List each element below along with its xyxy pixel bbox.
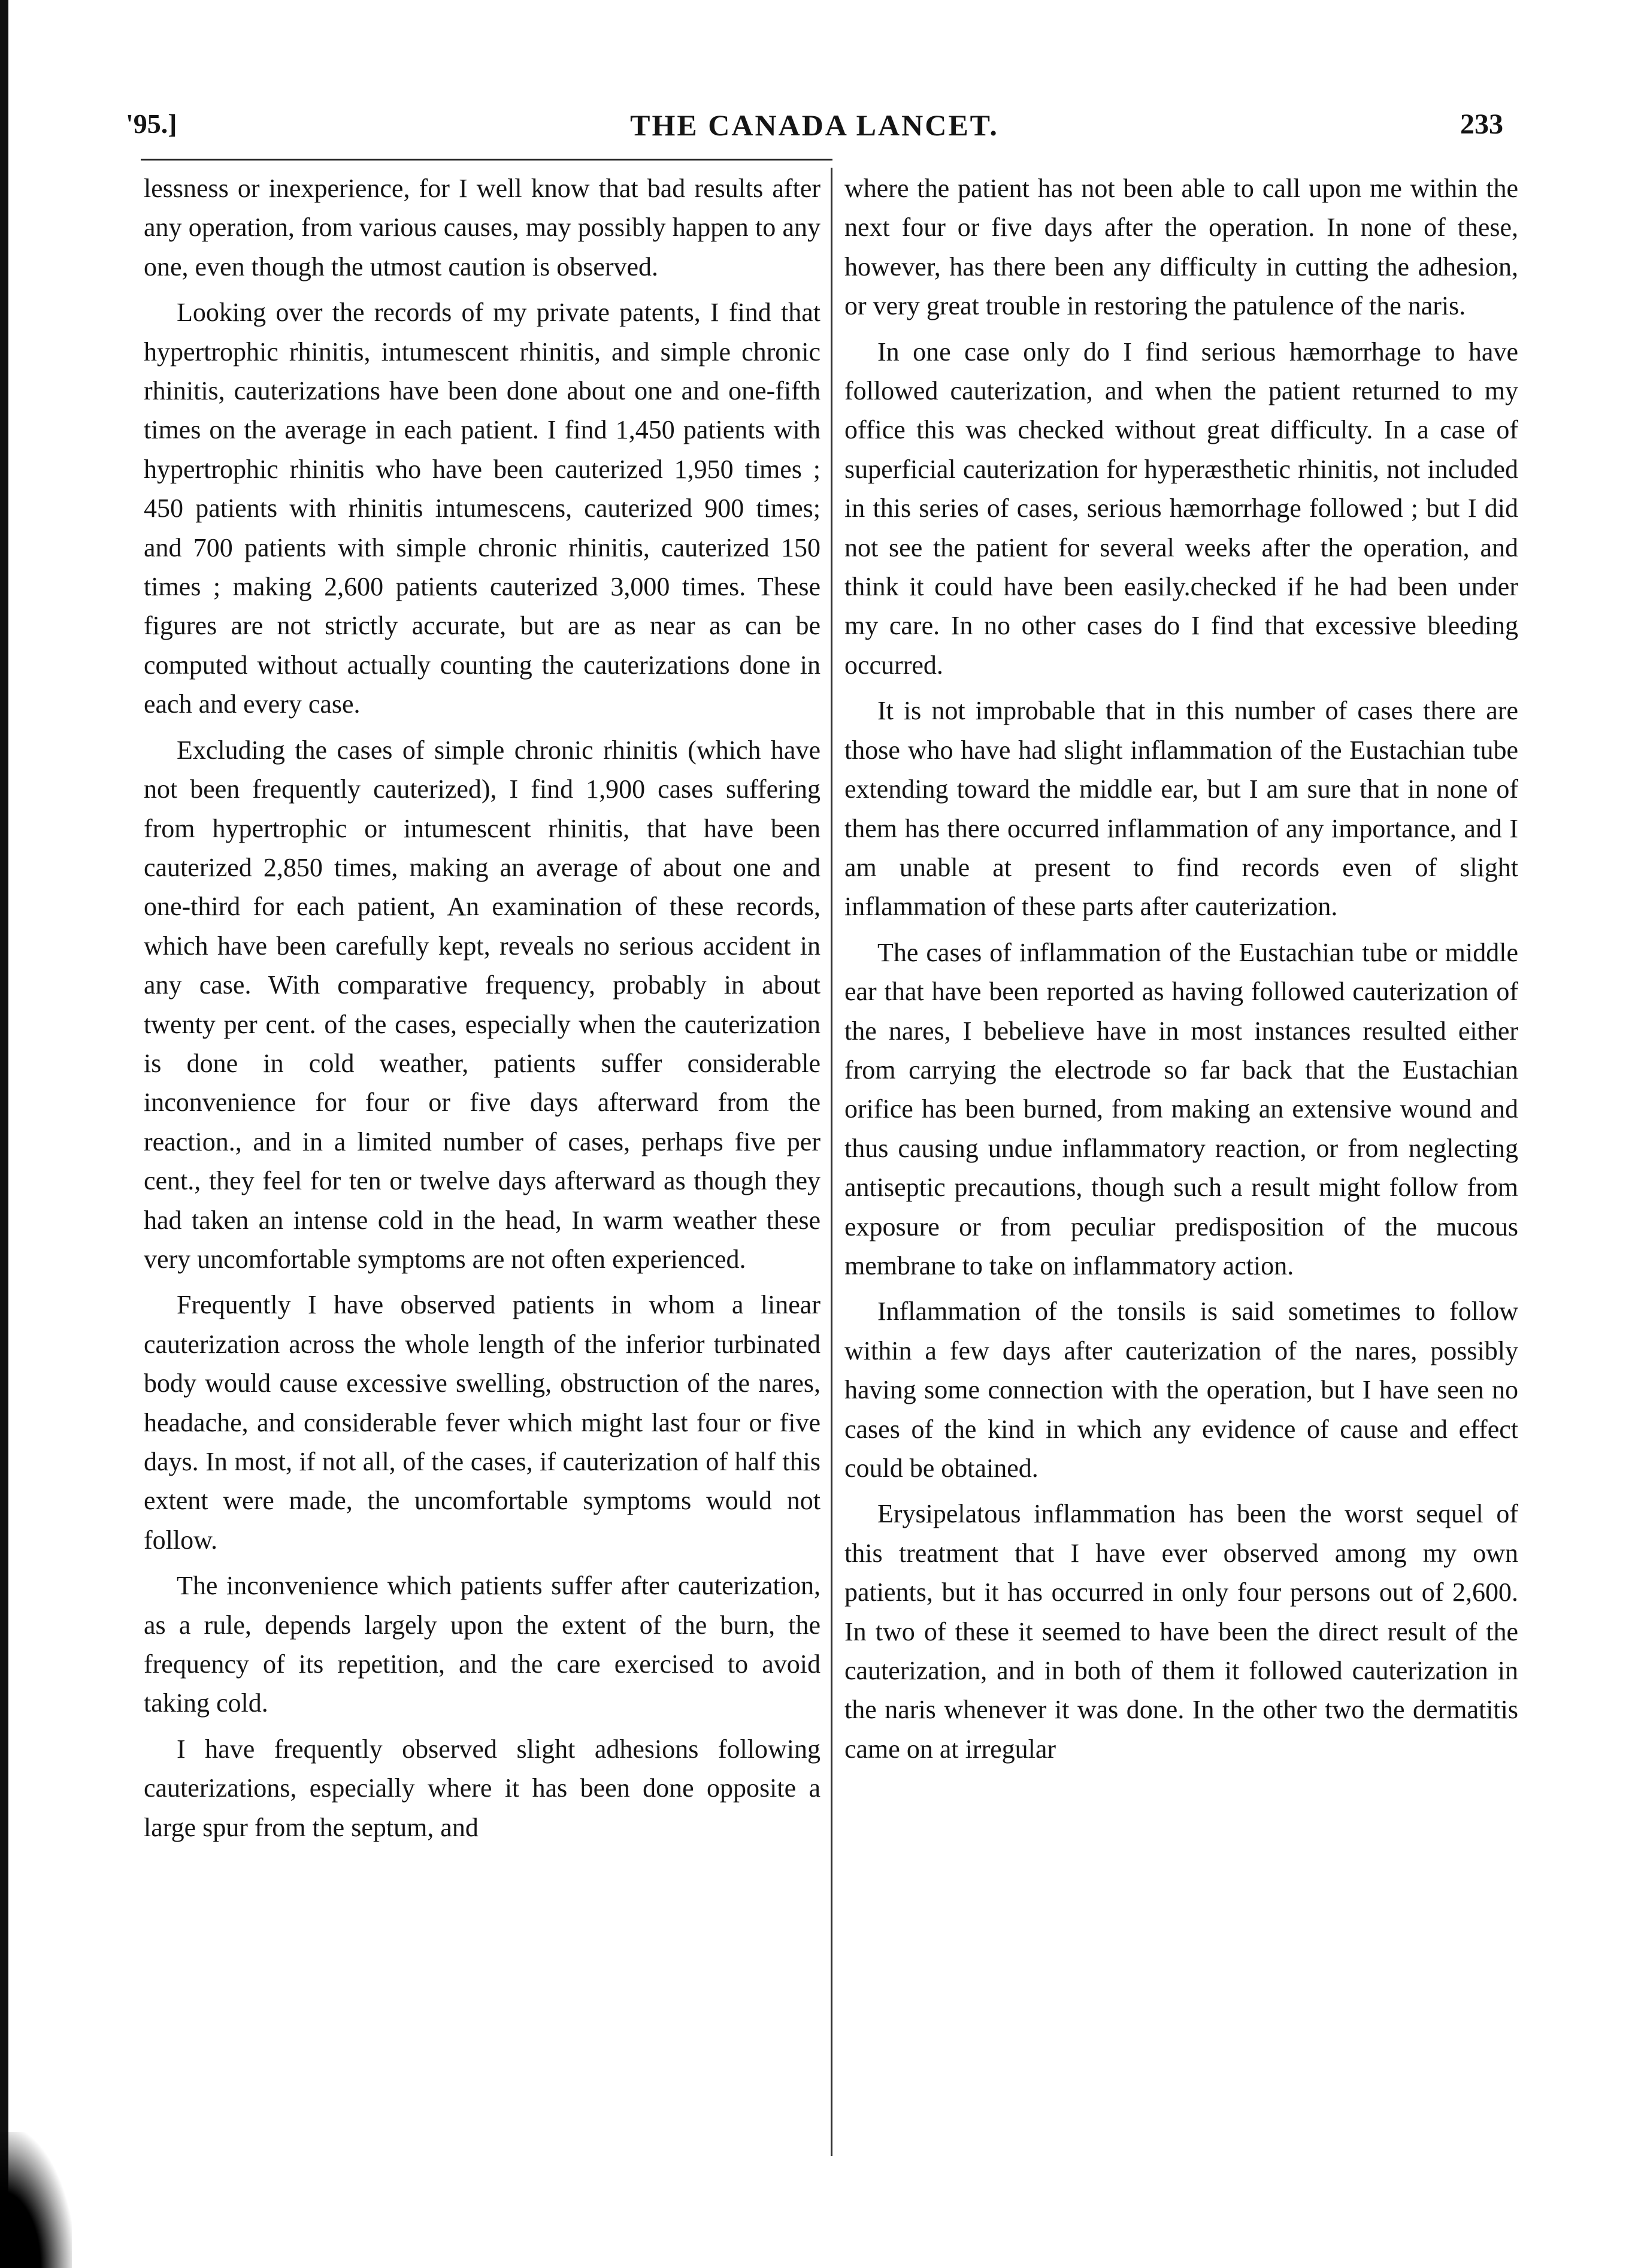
- left-column: [144, 169, 820, 1854]
- right-column: [844, 169, 1518, 1775]
- paragraph: It is not improbable that in this number of cases there are those who have had slight inflammation of the Eustachian tube extending toward the middle ear, but I am sure that in none of them has there occurred inflammation of any importance, and I am unable at present to find records even of slight inflammation of these parts after cauterization.: [844, 696, 1518, 922]
- paragraph: In one case only do I find serious hæmorrhage to have followed cauterization, and when the patient returned to my office this was checked without great difficulty. In a case of superficial cauterization for hyperæsthetic rhinitis, not included in this series of cases, serious hæmorrhage followed ; but I did not see the patient for several weeks after the operation, and think it could have been easily.checked if he had been under my care. In no other cases do I find that excessive bleeding occurred.: [844, 337, 1518, 680]
- paragraph: where the patient has not been able to call upon me within the next four or five days after the operation. In none of these, however, has there been any difficulty in cutting the adhesion, or very great trouble in restoring the patulence of the naris.: [844, 174, 1518, 321]
- paragraph: Inflammation of the tonsils is said sometimes to follow within a few days after cauterization of the nares, possibly having some connection with the operation, but I have seen no cases of the kind in which any evidence of cause and effect could be obtained.: [844, 1297, 1518, 1483]
- journal-title: THE CANADA LANCET.: [630, 108, 999, 142]
- paragraph: The inconvenience which patients suffer after cauterization, as a rule, depends largely upon the extent of the burn, the frequency of its repetition, and the care exercised to avoid taking cold.: [144, 1571, 820, 1718]
- column-divider: [831, 168, 832, 2156]
- paragraph: The cases of inflammation of the Eustachian tube or middle ear that have been reported as having followed cauterization of the nares, I bebelieve have in most instances resulted either from carrying the electrode so far back that the Eustachian orifice has been burned, from making an extensive wound and thus causing undue inflammatory reaction, or from neglecting antiseptic precautions, though such a result might follow from exposure or from peculiar predisposition of the mucous membrane to take on inflammatory action.: [844, 937, 1518, 1280]
- paragraph: Excluding the cases of simple chronic rhinitis (which have not been frequently cauterized), I find 1,900 cases suffering from hypertrophic or intumescent rhinitis, that have been cauterized 2,850 times, making an average of about one and one-third for each patient, An examination of these records, which have been carefully kept, reveals no serious accident in any case. With comparative frequency, probably in about twenty per cent. of the cases, especially when the cauterization is done in cold weather, patients suffer considerable inconvenience for four or five days afterward from the reaction., and in a limited number of cases, perhaps five per cent., they feel for ten or twelve days afterward as though they had taken an intense cold in the head, In warm weather these very uncomfortable symptoms are not often experienced.: [144, 735, 820, 1274]
- paragraph: lessness or inexperience, for I well know that bad results after any operation, from various causes, may possibly happen to any one, even though the utmost caution is observed.: [144, 174, 820, 281]
- page-number: 233: [1460, 108, 1503, 140]
- scan-corner-blot: [0, 2132, 72, 2268]
- paragraph: I have frequently observed slight adhesions following cauterizations, especially where it has been done opposite a large spur from the septum, and: [144, 1734, 820, 1842]
- running-header: [126, 108, 1503, 150]
- header-rule: [141, 159, 832, 161]
- paragraph: Looking over the records of my private patents, I find that hypertrophic rhinitis, intumescent rhinitis, and simple chronic rhinitis, cauterizations have been done about one and one-fifth times on the average in each patient. I find 1,450 patients with hypertrophic rhinitis who have been cauterized 1,950 times ; 450 patients with rhinitis intumescens, cauterized 900 times; and 700 patients with simple chronic rhinitis, cauterized 150 times ; making 2,600 patients cauterized 3,000 times. These figures are not strictly accurate, but are as near as can be computed without actually counting the cauterizations done in each and every case.: [144, 298, 820, 719]
- header-year: '95.]: [126, 108, 177, 139]
- paragraph: Erysipelatous inflammation has been the worst sequel of this treatment that I have ever observed among my own patients, but it has occurred in only four persons out of 2,600. In two of these it seemed to have been the direct result of the cauterization, and in both of them it followed cauterization in the naris whenever it was done. In the other two the dermatitis came on at irregular: [844, 1499, 1518, 1764]
- page-binding-edge: [0, 0, 8, 2268]
- paragraph: Frequently I have observed patients in whom a linear cauterization across the whole length of the inferior turbinated body would cause excessive swelling, obstruction of the nares, headache, and considerable fever which might last four or five days. In most, if not all, of the cases, if cauterization of half this extent were made, the uncomfortable symptoms would not follow.: [144, 1290, 820, 1555]
